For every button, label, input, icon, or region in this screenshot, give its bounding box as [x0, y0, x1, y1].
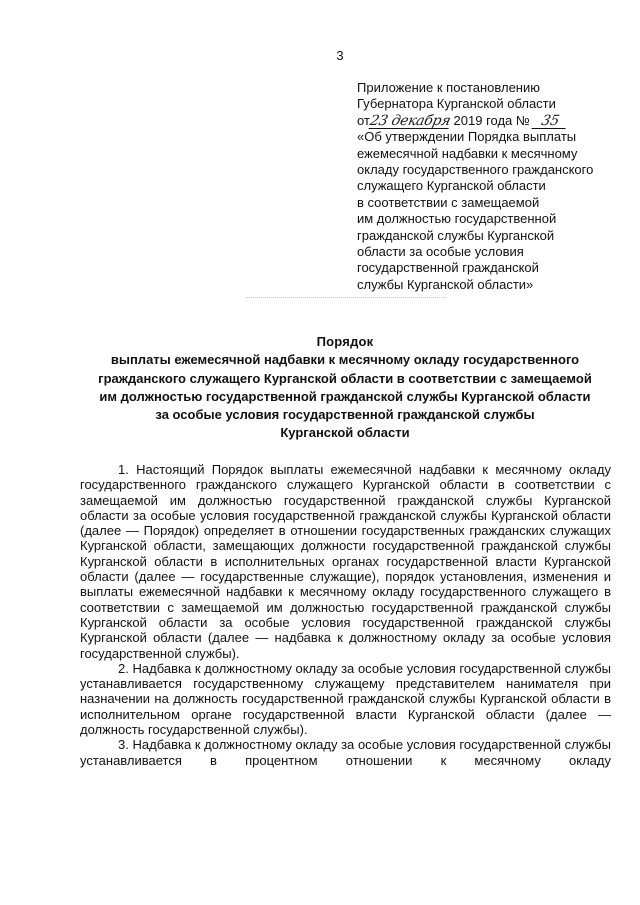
title-line: гражданского служащего Курганской области в соответствии с замещаемой	[98, 370, 592, 386]
appendix-line: государственной гражданской	[357, 260, 539, 276]
appendix-line: им должностью государственной	[357, 211, 557, 227]
document-body	[80, 462, 611, 768]
appendix-line: «Об утверждении Порядка выплаты	[357, 129, 577, 145]
appendix-line: области за особые условия	[357, 244, 524, 260]
body-paragraph: 1. Настоящий Порядок выплаты ежемесячной надбавки к месячному окладу государственного гражданского служащего Курганской области в соответствии с замещаемой им должностью государственной гражданской службы Курганской области за особые условия государственной гражданской службы Курганской области (далее — Порядок) определяет в отношении государственных гражданских служащих Курганской области, замещающих должности государственной гражданской службы Курганской области в исполнительных органах государственной власти Курганской области (далее — государственные служащие), порядок установления, изменения и выплаты ежемесячной надбавки к месячному окладу государственного служащего в соответствии с замещаемой им должностью государственной гражданской службы Курганской области за особые условия государственной гражданской службы Курганской области (далее — надбавка к должностному окладу за особые условия государственной службы).	[80, 462, 611, 661]
title-heading: Порядок	[316, 334, 374, 349]
appendix-line: гражданской службы Курганской	[357, 227, 555, 243]
appendix-line: ежемесячной надбавки к месячному	[357, 145, 578, 161]
faint-divider	[246, 297, 446, 298]
appendix-line: Губернатора Курганской области	[357, 96, 556, 112]
body-paragraph: 3. Надбавка к должностному окладу за особые условия государственной службы устанавливается в процентном отношении к месячному окладу	[80, 737, 611, 768]
document-title	[80, 333, 610, 443]
title-line: выплаты ежемесячной надбавки к месячному окладу государственного	[110, 352, 580, 368]
title-line: Курганской области	[280, 425, 410, 441]
title-line: за особые условия государственной гражданской службы	[155, 407, 535, 423]
appendix-line: окладу государственного гражданского	[357, 162, 594, 178]
year-text: 2019 года №	[453, 112, 530, 128]
appendix-line: в соответствии с замещаемой	[357, 194, 540, 210]
appendix-line: Приложение к постановлению	[357, 80, 540, 95]
appendix-line: служащего Курганской области	[357, 178, 546, 194]
appendix-block	[357, 80, 627, 293]
from-prefix: от	[357, 112, 370, 128]
handwritten-number: 35	[532, 115, 569, 129]
appendix-line: службы Курганской области»	[357, 276, 534, 292]
page-number: 3	[336, 48, 344, 63]
appendix-date-line	[357, 113, 627, 129]
title-line: им должностью государственной гражданской службы Курганской области	[99, 388, 591, 404]
handwritten-date: 23 декабря	[368, 112, 452, 129]
body-paragraph: 2. Надбавка к должностному окладу за особые условия государственной службы устанавливается государственному служащему представителем нанимателя при назначении на должность государственной гражданской службы Курганской области в исполнительном органе государственной власти Курганской области (далее — должность государственной службы).	[80, 660, 611, 738]
